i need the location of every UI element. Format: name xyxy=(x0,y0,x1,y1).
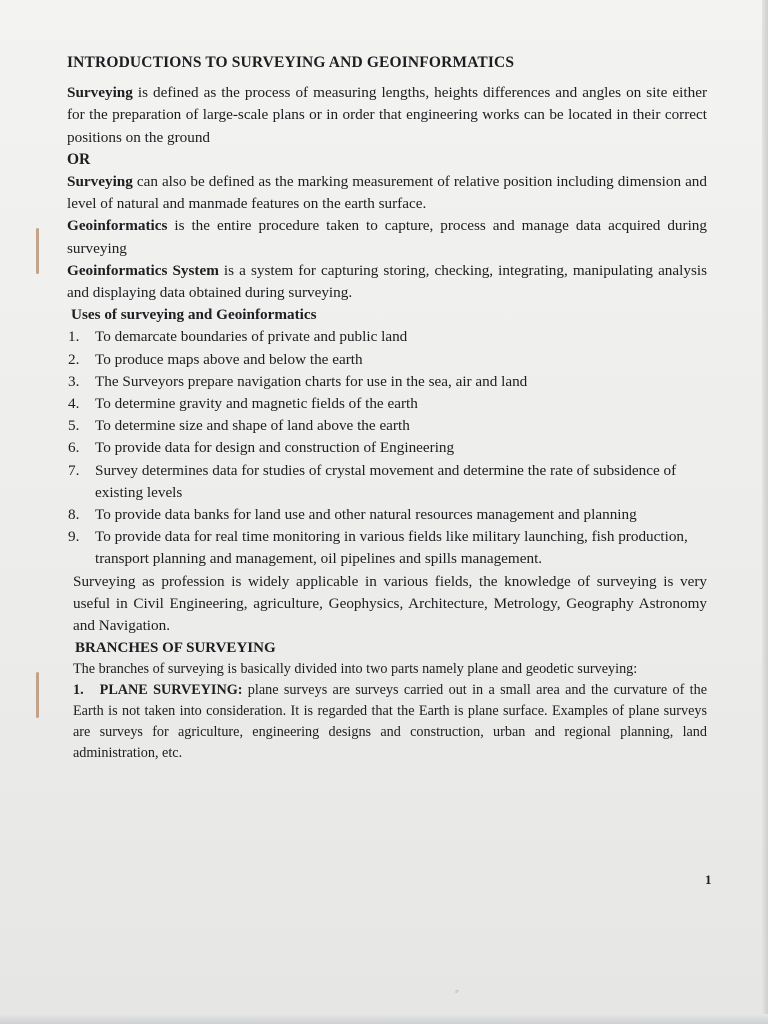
list-number: 1. xyxy=(68,328,80,346)
list-text: Survey determines data for studies of crystal movement and determine the rate of subsidence of existing levels xyxy=(95,461,677,501)
list-item xyxy=(68,349,707,371)
list-text: To demarcate boundaries of private and public land xyxy=(95,328,408,346)
scan-speck: ⸗ xyxy=(455,985,459,997)
uses-heading: Uses of surveying and Geoinformatics xyxy=(71,306,317,324)
list-item xyxy=(68,504,707,526)
list-text: To determine size and shape of land above the earth xyxy=(95,417,410,435)
definition-geoinformatics-system xyxy=(67,260,707,304)
definition-text: can also be defined as the marking measurement of relative position including dimension and level of natural and manmade features on the earth surface. xyxy=(67,173,707,213)
margin-pen-mark xyxy=(36,228,39,274)
branches-intro: The branches of surveying is basically divided into two parts namely plane and geodetic surveying: xyxy=(73,661,638,678)
list-item xyxy=(68,460,707,504)
definition-text: is the entire procedure taken to capture, process and manage data acquired during surveying xyxy=(67,217,707,257)
page-bottom-edge xyxy=(0,1014,768,1024)
list-item xyxy=(68,415,707,437)
definition-text: is defined as the process of measuring lengths, heights differences and angles on site either for the preparation of large-scale plans or in order that engineering works can be located in their correct positions on the ground xyxy=(67,84,707,146)
list-text: To provide data banks for land use and other natural resources management and planning xyxy=(95,506,637,524)
definition-term: Surveying xyxy=(67,173,133,191)
list-number: 9. xyxy=(68,528,80,546)
definition-term: Geoinformatics xyxy=(67,217,168,235)
list-number: 7. xyxy=(68,461,80,479)
list-number: 8. xyxy=(68,506,80,524)
list-item xyxy=(68,393,707,415)
document-title: INTRODUCTIONS TO SURVEYING AND GEOINFORMATICS xyxy=(67,54,515,71)
page-number: 1 xyxy=(705,872,712,887)
page-edge-shadow xyxy=(762,0,768,1024)
list-text: To produce maps above and below the earth xyxy=(95,350,363,368)
list-number: 3. xyxy=(68,372,80,390)
list-text: To provide data for design and construction of Engineering xyxy=(95,439,455,457)
definition-text: is a system for capturing storing, checking, integrating, manipulating analysis and displaying data obtained during surveying. xyxy=(67,261,707,302)
plane-term: PLANE SURVEYING: xyxy=(99,682,243,699)
definition-surveying xyxy=(67,82,707,149)
branches-heading: BRANCHES OF SURVEYING xyxy=(75,640,276,657)
definition-surveying-alt xyxy=(67,171,707,215)
list-item xyxy=(68,437,707,459)
list-number: 6. xyxy=(68,439,80,457)
list-number: 5. xyxy=(68,417,80,435)
list-text: The Surveyors prepare navigation charts for use in the sea, air and land xyxy=(95,372,528,390)
list-text: To provide data for real time monitoring in various fields like military launching, fish production, transport planning and management, oil pipelines and spills management. xyxy=(95,528,688,568)
margin-pen-mark xyxy=(36,672,39,718)
definition-term: Surveying xyxy=(67,84,133,102)
plane-text: plane surveys are surveys carried out in a small area and the curvature of the Earth is not taken into consideration. It is regarded that the Earth is plane surface. Examples of plane surveys are surveys for agriculture, engineering designs and construction, urban and regional planning, land administration, etc. xyxy=(73,682,708,762)
list-number: 2. xyxy=(68,350,80,368)
definition-term: Geoinformatics System xyxy=(67,261,219,279)
list-number: 4. xyxy=(68,395,80,413)
list-item xyxy=(68,326,707,348)
plane-number: 1. xyxy=(73,682,84,699)
uses-list xyxy=(67,326,707,570)
list-item xyxy=(68,371,707,393)
list-item xyxy=(68,526,707,570)
or-label: OR xyxy=(67,150,91,168)
list-text: To determine gravity and magnetic fields of the earth xyxy=(95,395,418,413)
definition-geoinformatics xyxy=(67,215,707,259)
profession-paragraph: Surveying as profession is widely applicable in various fields, the knowledge of surveying is very useful in Civil Engineering, agriculture, Geophysics, Architecture, Metrology, Geography Astronomy and Navigation. xyxy=(73,572,707,635)
document-body xyxy=(67,52,707,764)
plane-surveying-paragraph xyxy=(73,680,707,764)
